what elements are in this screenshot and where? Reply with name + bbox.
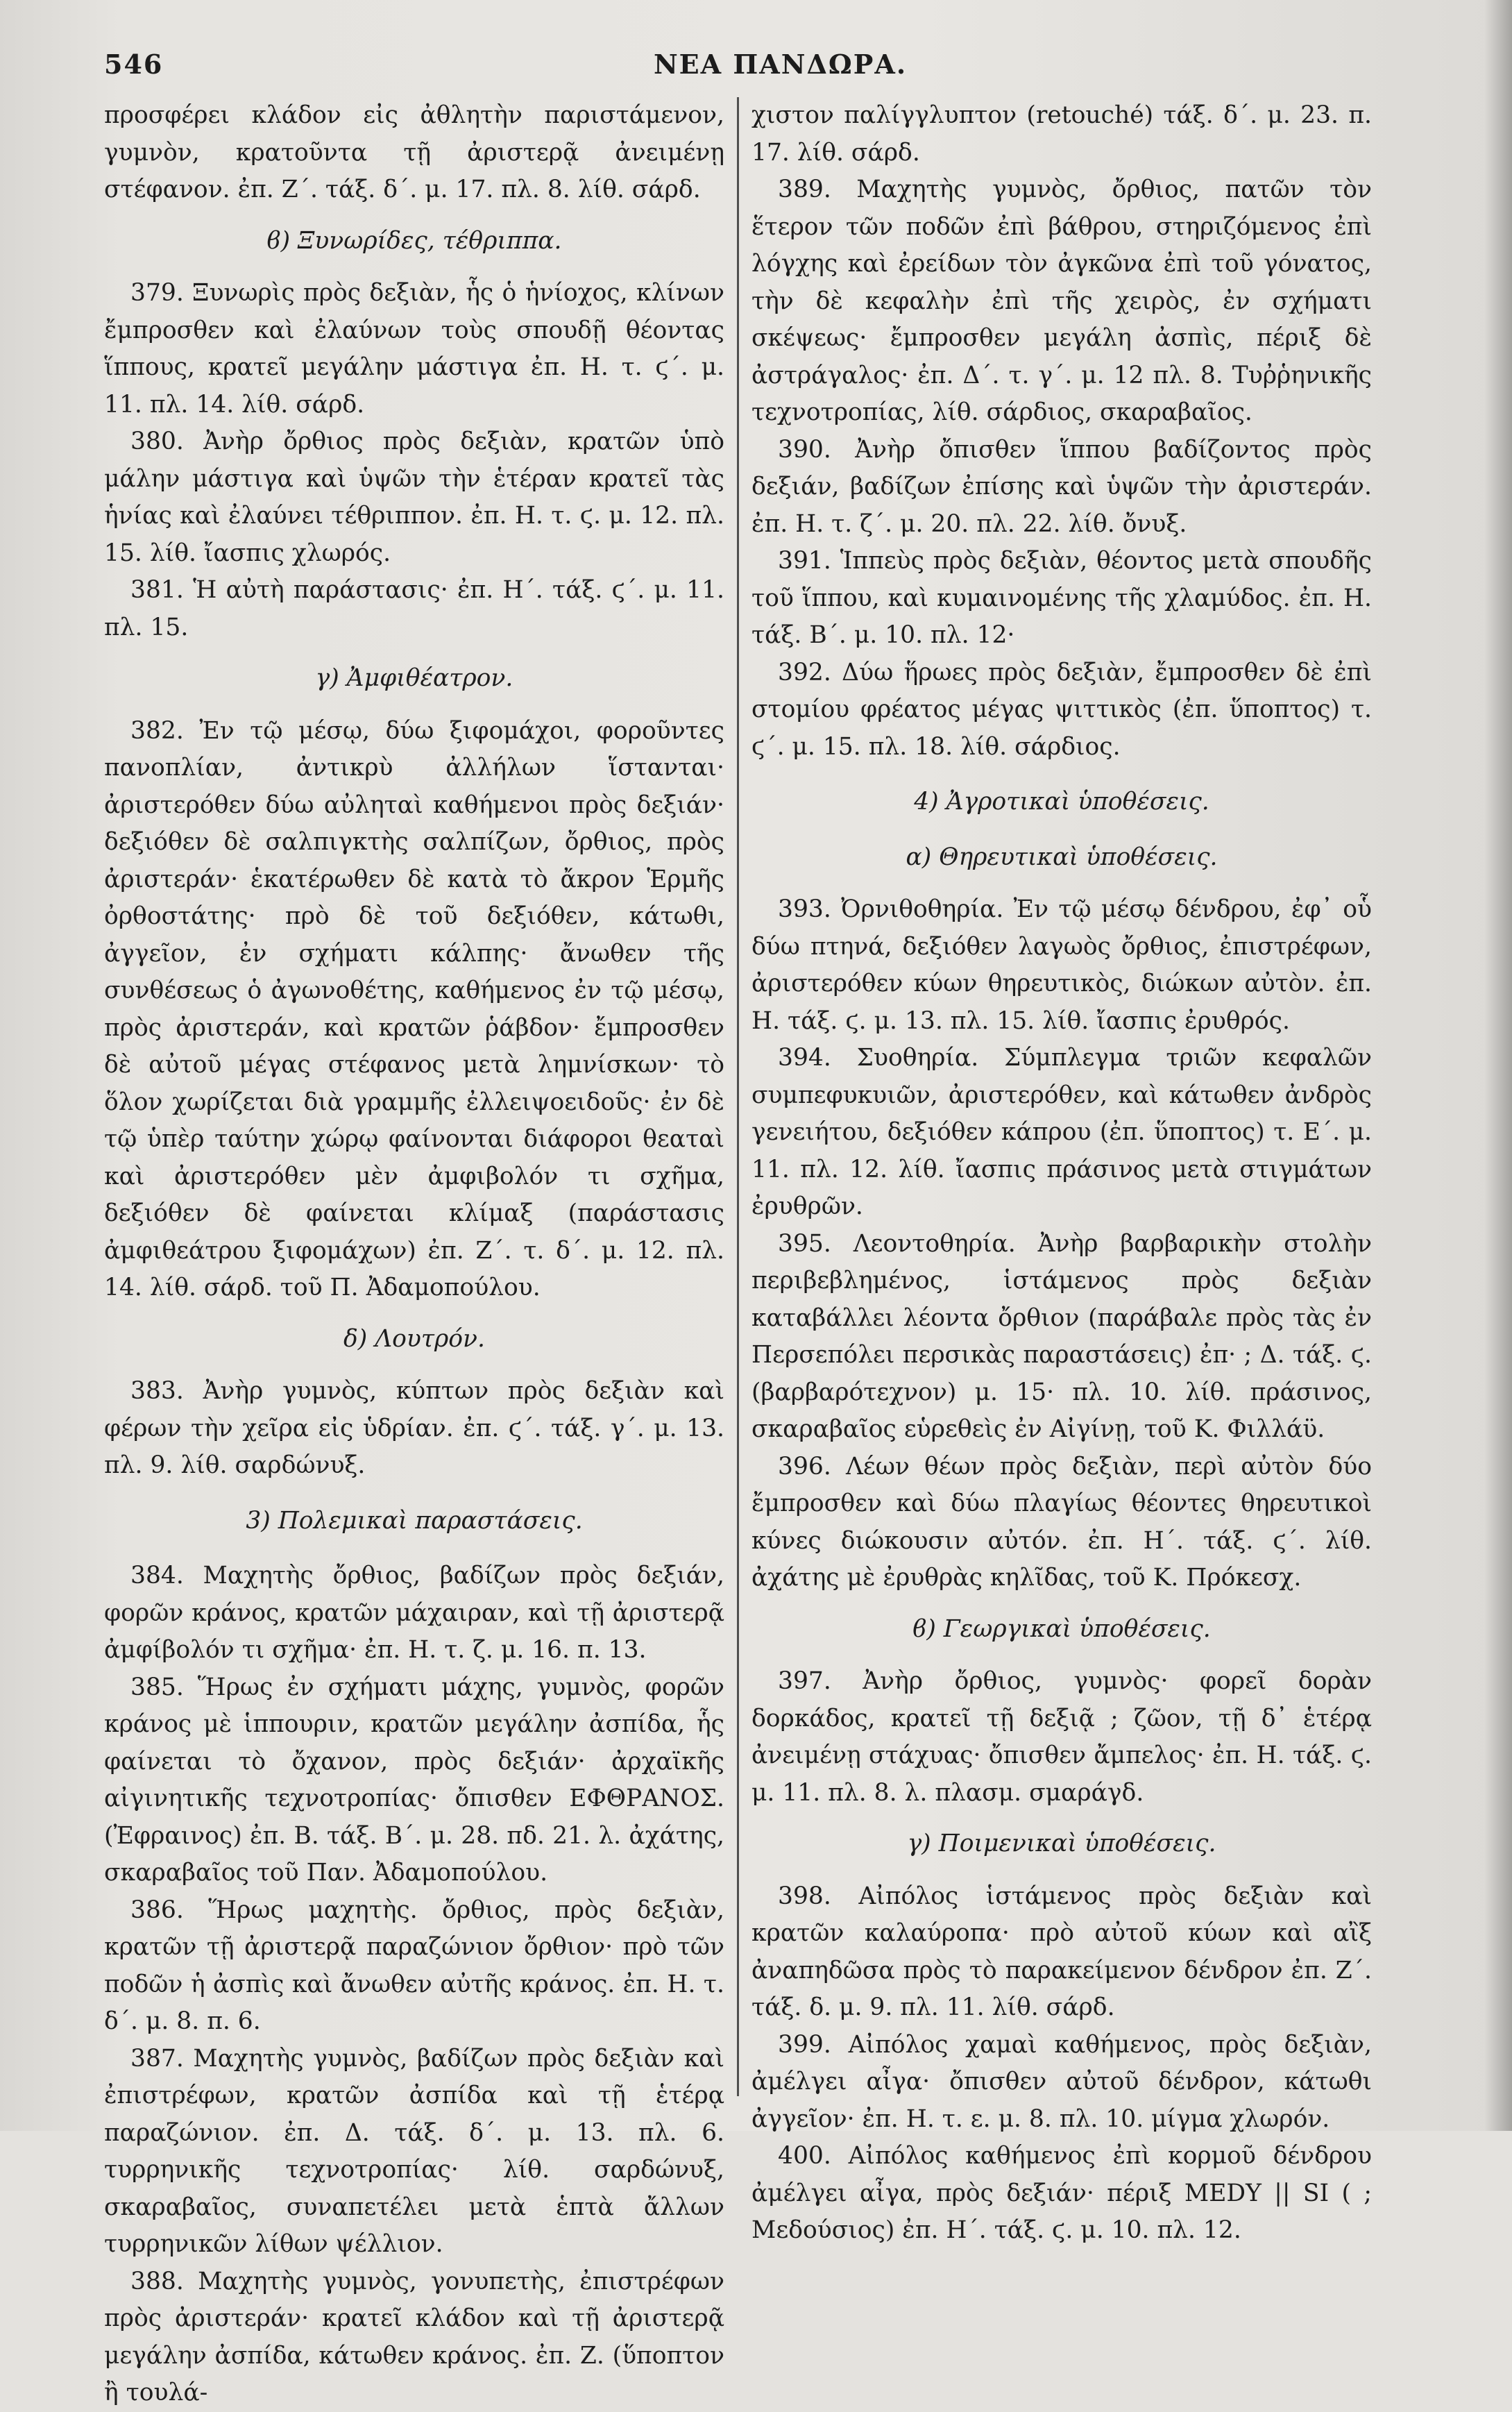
right-column xyxy=(739,97,1372,2244)
page-edge-shadow xyxy=(1484,0,1512,2131)
left-column xyxy=(104,97,737,2406)
subheading-hunting: α) Θηρευτικαὶ ὑποθέσεις. xyxy=(906,843,1218,871)
entry-397: 397. Ἀνὴρ ὄρθιος, γυμνὸς· φορεῖ δορὰν δορκάδος, κρατεῖ τῇ δεξιᾷ ; ζῶον, τῇ δ᾽ ἑτέρᾳ ἀνειμένῃ στάχυας· ὄπισθεν ἄμπελος· ἐπ. Η. τάξ. ϛ. μ. 11. πλ. 8. λ. πλασμ. σμαράγδ. xyxy=(751,1667,1372,1807)
text-columns xyxy=(104,97,1456,2406)
entry-388: 388. Μαχητὴς γυμνὸς, γονυπετὴς, ἐπιστρέφων πρὸς ἀριστεράν· κρατεῖ κλάδον καὶ τῇ ἀριστερᾷ μεγάλην ἀσπίδα, κάτωθεν κράνος. ἐπ. Ζ. (ὕποπτον ἢ τουλά- xyxy=(104,2267,724,2406)
entry-386: 386. Ἥρως μαχητὴς. ὄρθιος, πρὸς δεξιὰν, κρατῶν τῇ ἀριστερᾷ παραζώνιον ὄρθιον· πρὸ τῶν ποδῶν ἡ ἀσπὶς καὶ ἄνωθεν αὐτῆς κράνος. ἐπ. Η. τ. δ΄. μ. 8. π. 6. xyxy=(104,1896,724,2035)
entry-398: 398. Αἰπόλος ἱστάμενος πρὸς δεξιὰν καὶ κρατῶν καλαύροπα· πρὸ αὐτοῦ κύων καὶ αἲξ ἀναπηδῶσα πρὸς τὸ παρακείμενον δένδρον ἐπ. Ζ΄. τάξ. δ. μ. 9. πλ. 11. λίθ. σάρδ. xyxy=(751,1882,1372,2021)
subheading-chariots: ϐ) Ξυνωρίδες, τέθριππα. xyxy=(266,226,562,255)
entry-392: 392. Δύω ἥρωες πρὸς δεξιὰν, ἔμπροσθεν δὲ ἐπὶ στομίου φρέατος μέγας ψιττικὸς (ἐπ. ὕποπτος) τ. ϛ΄. μ. 15. πλ. 18. λίθ. σάρδιος. xyxy=(751,658,1372,761)
section-heading-rural: 4) Ἀγροτικαὶ ὑποθέσεις. xyxy=(914,788,1209,816)
running-head: ΝΕΑ ΠΑΝΔΩΡΑ. xyxy=(653,49,908,80)
entry-390: 390. Ἀνὴρ ὄπισθεν ἵππου βαδίζοντος πρὸς δεξιάν, βαδίζων ἐπίσης καὶ ὑψῶν τὴν ἀριστεράν. ἐπ. Η. τ. ζ΄. μ. 20. πλ. 22. λίθ. ὄνυξ. xyxy=(751,435,1372,538)
entry-394: 394. Συοθηρία. Σύμπλεγμα τριῶν κεφαλῶν συμπεφυκυιῶν, ἀριστερόθεν, καὶ κάτωθεν ἀνδρὸς γενειήτου, δεξιόθεν κάπρου (ἐπ. ὕποπτος) τ. Ε΄. μ. 11. πλ. 12. λίθ. ἴασπις πράσινος μετὰ στιγμάτων ἐρυθρῶν. xyxy=(751,1044,1372,1220)
subheading-agricultural: ϐ) Γεωργικαὶ ὑποθέσεις. xyxy=(912,1614,1211,1643)
subheading-bath: δ) Λουτρόν. xyxy=(343,1324,485,1353)
entry-396: 396. Λέων θέων πρὸς δεξιὰν, περὶ αὐτὸν δύο ἔμπροσθεν καὶ δύω πλαγίως θέοντες θηρευτικοὶ κύνες διώκουσιν αὐτόν. ἐπ. Η΄. τάξ. ϛ΄. λίθ. ἀχάτης μὲ ἐρυθρὰς κηλῖδας, τοῦ Κ. Πρόκεσχ. xyxy=(751,1452,1372,1592)
column-rule xyxy=(737,97,739,2096)
entry-389: 389. Μαχητὴς γυμνὸς, ὄρθιος, πατῶν τὸν ἕτερον τῶν ποδῶν ἐπὶ βάθρου, στηριζόμενος ἐπὶ λόγχης καὶ ἐρείδων τὸν ἀγκῶνα ἐπὶ τοῦ γόνατος, τὴν δὲ κεφαλὴν ἐπὶ τῆς χειρὸς, ἐν σχήματι σκέψεως· ἔμπροσθεν μεγάλη ἀσπὶς, πέριξ δὲ ἀστράγαλος· ἐπ. Δ΄. τ. γ΄. μ. 12 πλ. 8. Τυῤῥηνικῆς τεχνοτροπίας, λίθ. σάρδιος, σκαραβαῖος. xyxy=(751,176,1372,426)
entry-continuation: χιστον παλίγγλυπτον (retouché) τάξ. δ΄. μ. 23. π. 17. λίθ. σάρδ. xyxy=(751,101,1372,167)
page-header xyxy=(104,49,1456,97)
entry-384: 384. Μαχητὴς ὄρθιος, βαδίζων πρὸς δεξιάν, φορῶν κράνος, κρατῶν μάχαιραν, καὶ τῇ ἀριστερᾷ ἀμφίβολόν τι σχῆμα· ἐπ. Η. τ. ζ. μ. 16. π. 13. xyxy=(104,1562,724,1664)
entry-391: 391. Ἱππεὺς πρὸς δεξιὰν, θέοντος μετὰ σπουδῆς τοῦ ἵππου, καὶ κυμαινομένης τῆς χλαμύδος. ἐπ. Η. τάξ. Β΄. μ. 10. πλ. 12· xyxy=(751,547,1372,649)
entry-393: 393. Ὀρνιθοθηρία. Ἐν τῷ μέσῳ δένδρου, ἐφ᾽ οὗ δύω πτηνά, δεξιόθεν λαγωὸς ὄρθιος, ἐπιστρέφων, ἀριστερόθεν κύων θηρευτικὸς, διώκων αὐτὸν. ἐπ. Η. τάξ. ϛ. μ. 13. πλ. 15. λίθ. ἴασπις ἐρυθρός. xyxy=(751,895,1372,1035)
entry-383: 383. Ἀνὴρ γυμνὸς, κύπτων πρὸς δεξιὰν καὶ φέρων τὴν χεῖρα εἰς ὑδρίαν. ἐπ. ϛ΄. τάξ. γ΄. μ. 13. πλ. 9. λίθ. σαρδώνυξ. xyxy=(104,1377,724,1479)
subheading-pastoral: γ) Ποιμενικαὶ ὑποθέσεις. xyxy=(907,1830,1216,1857)
entry-399: 399. Αἰπόλος χαμαὶ καθήμενος, πρὸς δεξιὰν, ἀμέλγει αἶγα· ὄπισθεν αὐτοῦ δένδρον, κάτωθι ἀγγεῖον· ἐπ. Η. τ. ε. μ. 8. πλ. 10. μίγμα χλωρόν. xyxy=(751,2030,1372,2133)
entry-387: 387. Μαχητὴς γυμνὸς, βαδίζων πρὸς δεξιὰν καὶ ἐπιστρέφων, κρατῶν ἀσπίδα καὶ τῇ ἑτέρᾳ παραζώνιον. ἐπ. Δ. τάξ. δ΄. μ. 13. πλ. 6. τυρρηνικῆς τεχνοτροπίας· λίθ. σαρδώνυξ, σκαραβαῖος, συναπετέλει μετὰ ἑπτὰ ἄλλων τυρρηνικῶν λίθων ψέλλιον. xyxy=(104,2044,724,2258)
entry-395: 395. Λεοντοθηρία. Ἀνὴρ βαρβαρικὴν στολὴν περιβεβλημένος, ἱστάμενος πρὸς δεξιὰν καταβάλλει λέοντα ὄρθιον (παράβαλε πρὸς τὰς ἐν Περσεπόλει περσικὰς παραστάσεις) ἐπ· ; Δ. τάξ. ϛ. (βαρβαρότεχνον) μ. 15· πλ. 10. λίθ. πράσινος, σκαραβαῖος εὑρεθεὶς ἐν Αἰγίνῃ, τοῦ Κ. Φιλλάϋ. xyxy=(751,1229,1372,1443)
entry-379: 379. Ξυνωρὶς πρὸς δεξιὰν, ἧς ὁ ἡνίοχος, κλίνων ἔμπροσθεν καὶ ἐλαύνων τοὺς σπουδῇ θέοντας ἵππους, κρατεῖ μεγάλην μάστιγα ἐπ. Η. τ. ϛ΄. μ. 11. πλ. 14. λίθ. σάρδ. xyxy=(104,279,724,419)
entry-382: 382. Ἐν τῷ μέσῳ, δύω ξιφομάχοι, φοροῦντες πανοπλίαν, ἀντικρὺ ἀλλήλων ἵστανται· ἀριστερόθεν δύω αὐληταὶ καθήμενοι πρὸς δεξιάν· δεξιόθεν δὲ σαλπιγκτὴς σαλπίζων, ὄρθιος, πρὸς ἀριστεράν· ἑκατέρωθεν δὲ κατὰ τὸ ἄκρον Ἑρμῆς ὀρθοστάτης· πρὸ δὲ τοῦ δεξιόθεν, κάτωθι, ἀγγεῖον, ἐν σχήματι κάλπης· ἄνωθεν τῆς συνθέσεως ὁ ἀγωνοθέτης, καθήμενος ἐν τῷ μέσῳ, πρὸς ἀριστεράν, καὶ κρατῶν ῥάβδον· ἔμπροσθεν δὲ αὐτοῦ μέγας στέφανος μετὰ λημνίσκων· τὸ ὅλον χωρίζεται διὰ γραμμῆς ἐλλειψοειδοῦς· ἐν δὲ τῷ ὑπὲρ ταύτην χώρῳ φαίνονται διάφοροι θεαταὶ καὶ ἀριστερόθεν μὲν ἀμφιβολόν τι σχῆμα, δεξιόθεν δὲ φαίνεται κλίμαξ (παράστασις ἀμφιθεάτρου ξιφομάχων) ἐπ. Ζ΄. τ. δ΄. μ. 12. πλ. 14. λίθ. σάρδ. τοῦ Π. Ἀδαμοπούλου. xyxy=(104,716,724,1301)
subheading-amphitheatre: γ) Ἀμφιθέατρον. xyxy=(315,664,513,692)
section-heading-war-scenes: 3) Πολεμικαὶ παραστάσεις. xyxy=(246,1506,583,1535)
entry-385: 385. Ἥρως ἐν σχήματι μάχης, γυμνὸς, φορῶν κράνος μὲ ἱππουριν, κρατῶν μεγάλην ἀσπίδα, ἧς φαίνεται τὸ ὄχανον, πρὸς δεξιάν· ἀρχαϊκῆς αἰγινητικῆς τεχνοτροπίας· ὄπισθεν ΕΦΘΡΑΝΟΣ. (Ἐφραινος) ἐπ. Β. τάξ. Β΄. μ. 28. πδ. 21. λ. ἀχάτης, σκαραβαῖος τοῦ Παν. Ἀδαμοπούλου. xyxy=(104,1673,724,1887)
entry-380: 380. Ἀνὴρ ὄρθιος πρὸς δεξιὰν, κρατῶν ὑπὸ μάλην μάστιγα καὶ ὑψῶν τὴν ἑτέραν κρατεῖ τὰς ἡνίας καὶ ἐλαύνει τέθριππον. ἐπ. Η. τ. ϛ. μ. 12. πλ. 15. λίθ. ἴασπις χλωρός. xyxy=(104,428,724,567)
entry-400: 400. Αἰπόλος καθήμενος ἐπὶ κορμοῦ δένδρου ἀμέλγει αἶγα, πρὸς δεξιάν· πέριξ ΜΕDΥ || SΙ ( ; Μεδούσιος) ἐπ. Η΄. τάξ. ϛ. μ. 10. πλ. 12. xyxy=(751,2142,1372,2244)
entry-continuation: προσφέρει κλάδον εἰς ἀθλητὴν παριστάμενον, γυμνὸν, κρατοῦντα τῇ ἀριστερᾷ ἀνειμένῃ στέφανον. ἐπ. Ζ΄. τάξ. δ΄. μ. 17. πλ. 8. λίθ. σάρδ. xyxy=(104,101,724,203)
page-number: 546 xyxy=(104,49,164,80)
entry-381: 381. Ἡ αὐτὴ παράστασις· ἐπ. Η΄. τάξ. ϛ΄. μ. 11. πλ. 15. xyxy=(104,576,724,641)
